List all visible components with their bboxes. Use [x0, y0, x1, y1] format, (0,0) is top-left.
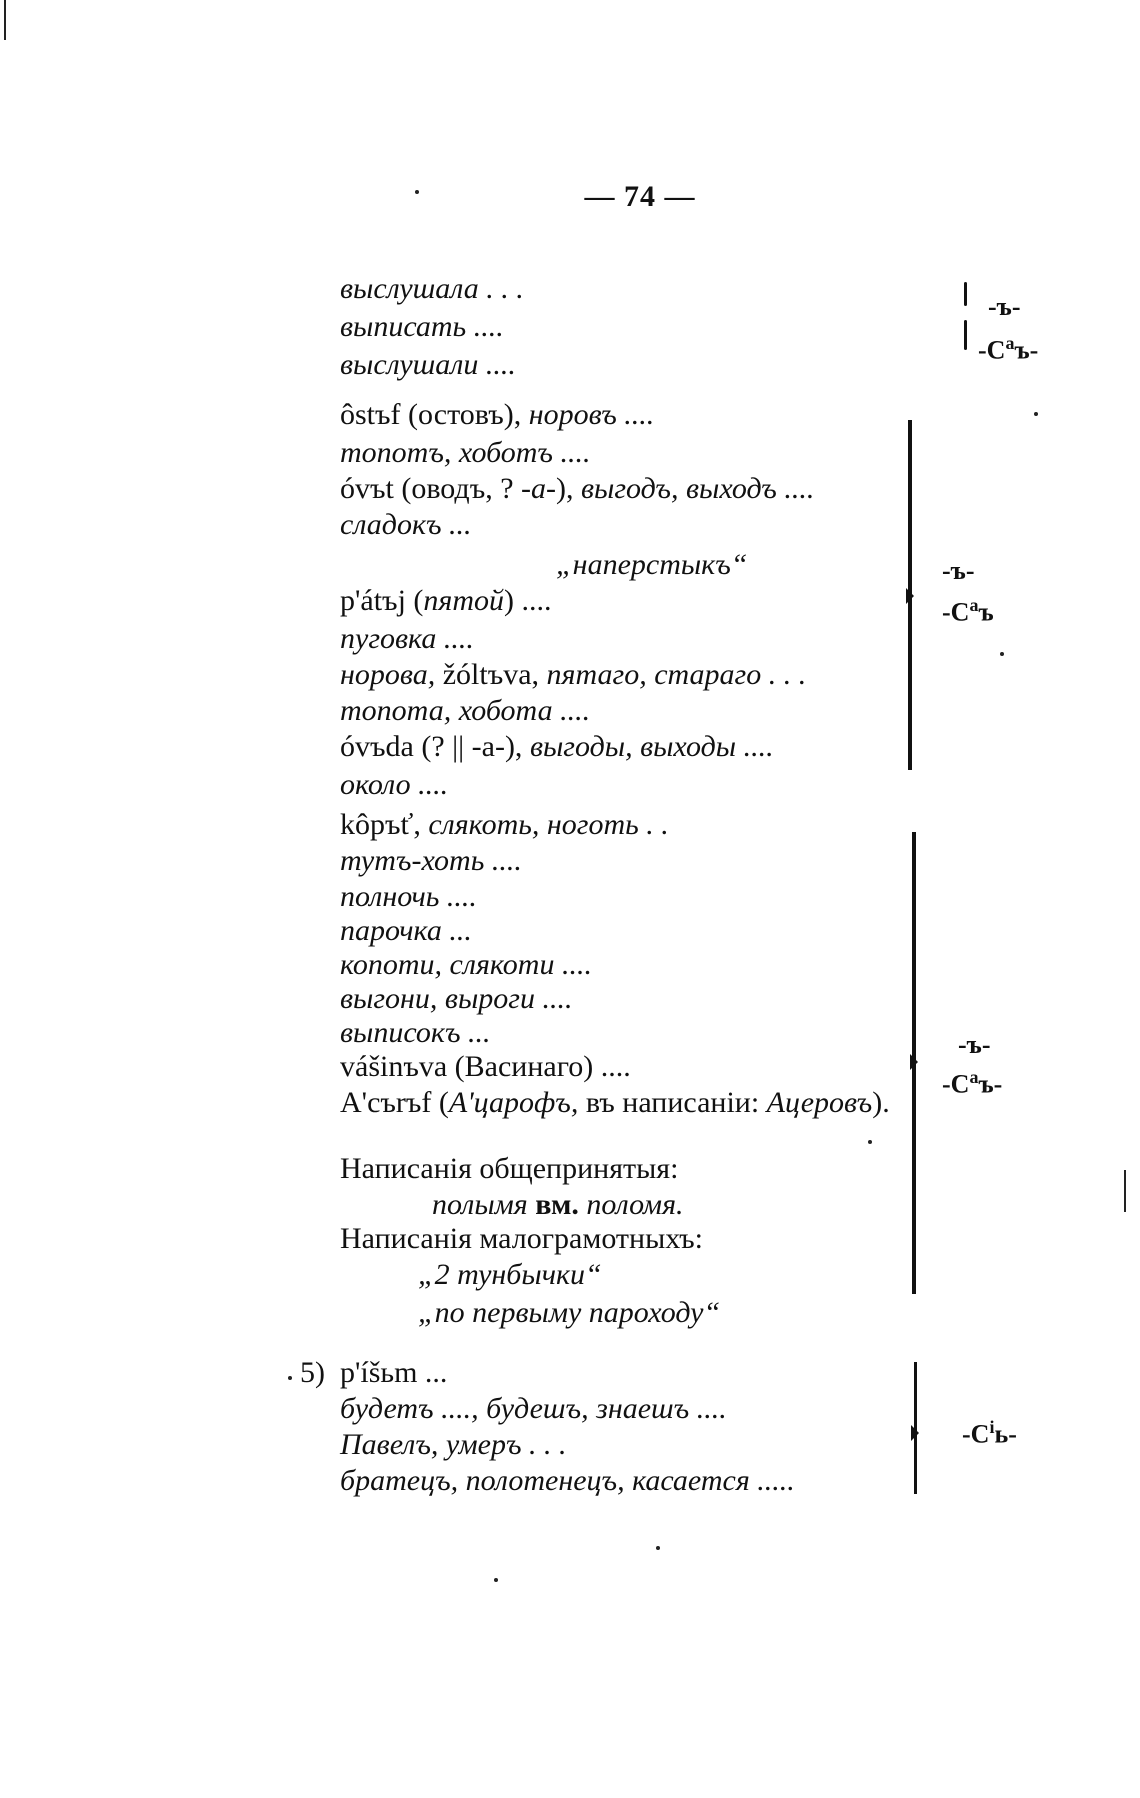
block3-note-2: полымя вм. поломя. — [432, 1188, 684, 1221]
block3-note-4: „2 тунбычки“ — [418, 1258, 602, 1291]
scan-speck — [868, 1140, 872, 1144]
block2-brace — [908, 420, 912, 770]
scan-speck — [656, 1546, 660, 1550]
block3-note-1: Написанія общепринятыя: — [340, 1152, 679, 1185]
block1-line-3: выслушали .... — [340, 348, 516, 381]
block3-line-9: A'съrъf (А'царофъ, въ написаніи: Ацеровъ). — [340, 1086, 890, 1119]
block3-line-2: тутъ-хоть .... — [340, 844, 522, 877]
block2-line-10: óvъda (? || -a-), выгоды, выходы .... — [340, 730, 774, 763]
block3-line-6: выгони, выроги .... — [340, 982, 573, 1015]
block2-line-1: ôstъf (остовъ), норовъ .... — [340, 398, 655, 431]
block2-label-bottom: $-С^аъ$ — [942, 595, 994, 627]
block2-line-4: сладокъ ... — [340, 508, 472, 541]
block4-line-3: Павелъ, умеръ . . . — [340, 1428, 567, 1461]
page-number: — 74 — — [584, 180, 696, 213]
block2-line-3: óvъt (оводъ, ? -a-), выгодъ, выходъ .... — [340, 472, 815, 505]
block3-line-8: vášinъva (Васинаго) .... — [340, 1050, 631, 1083]
block2-line-7: пуговка .... — [340, 622, 474, 655]
scan-edge-mark — [4, 0, 6, 40]
block3-label-top: -ъ- — [958, 1030, 991, 1059]
block3-label-bottom: $-С^аъ-$ — [942, 1067, 1003, 1099]
scan-speck — [288, 1376, 292, 1380]
block4-number: 5) — [300, 1356, 325, 1389]
scan-edge-mark-right — [1124, 1170, 1126, 1212]
block2-line-8: норова, žóltъva, пятаго, стараго . . . — [340, 658, 807, 691]
block4-line-1: p'íšьm ... — [340, 1356, 448, 1389]
scan-speck — [494, 1578, 498, 1582]
block1-bracket-upper — [964, 282, 967, 306]
block3-line-7: выписокъ ... — [340, 1016, 491, 1049]
scan-speck — [1000, 652, 1004, 656]
block4-brace — [914, 1362, 917, 1494]
scan-speck — [415, 190, 419, 194]
scan-speck — [1034, 412, 1038, 416]
block3-line-3: полночь .... — [340, 880, 477, 913]
block1-line-1: выслушала . . . — [340, 272, 524, 305]
block3-line-4: парочка ... — [340, 914, 472, 947]
block2-line-2: топотъ, хоботъ .... — [340, 436, 591, 469]
block1-bracket-lower — [964, 320, 967, 350]
block3-note-5: „по первыму пароходу“ — [418, 1296, 721, 1329]
block4-line-4: братецъ, полотенецъ, касается ..... — [340, 1464, 795, 1497]
block4-label: $-С^іь-$ — [962, 1417, 1017, 1449]
block4-line-2: будетъ ...., будешъ, знаешъ .... — [340, 1392, 727, 1425]
block3-brace — [912, 832, 916, 1294]
block1-label-top: -ъ- — [988, 292, 1021, 321]
block3-line-5: копоти, слякоти .... — [340, 948, 592, 981]
block2-line-5: „наперстыкъ“ — [556, 548, 748, 581]
block3-line-1: kôpъť, слякоть, ноготь . . — [340, 808, 669, 841]
block1-line-2: выписать .... — [340, 310, 504, 343]
block2-line-9: топота, хобота .... — [340, 694, 591, 727]
block2-line-11: около .... — [340, 768, 449, 801]
block1-label-bottom: $-С^аъ-$ — [978, 333, 1039, 365]
block2-label-top: -ъ- — [942, 556, 975, 585]
block2-line-6: p'átъj (пятой) .... — [340, 584, 552, 617]
block3-note-3: Написанія малограмотныхъ: — [340, 1222, 703, 1255]
